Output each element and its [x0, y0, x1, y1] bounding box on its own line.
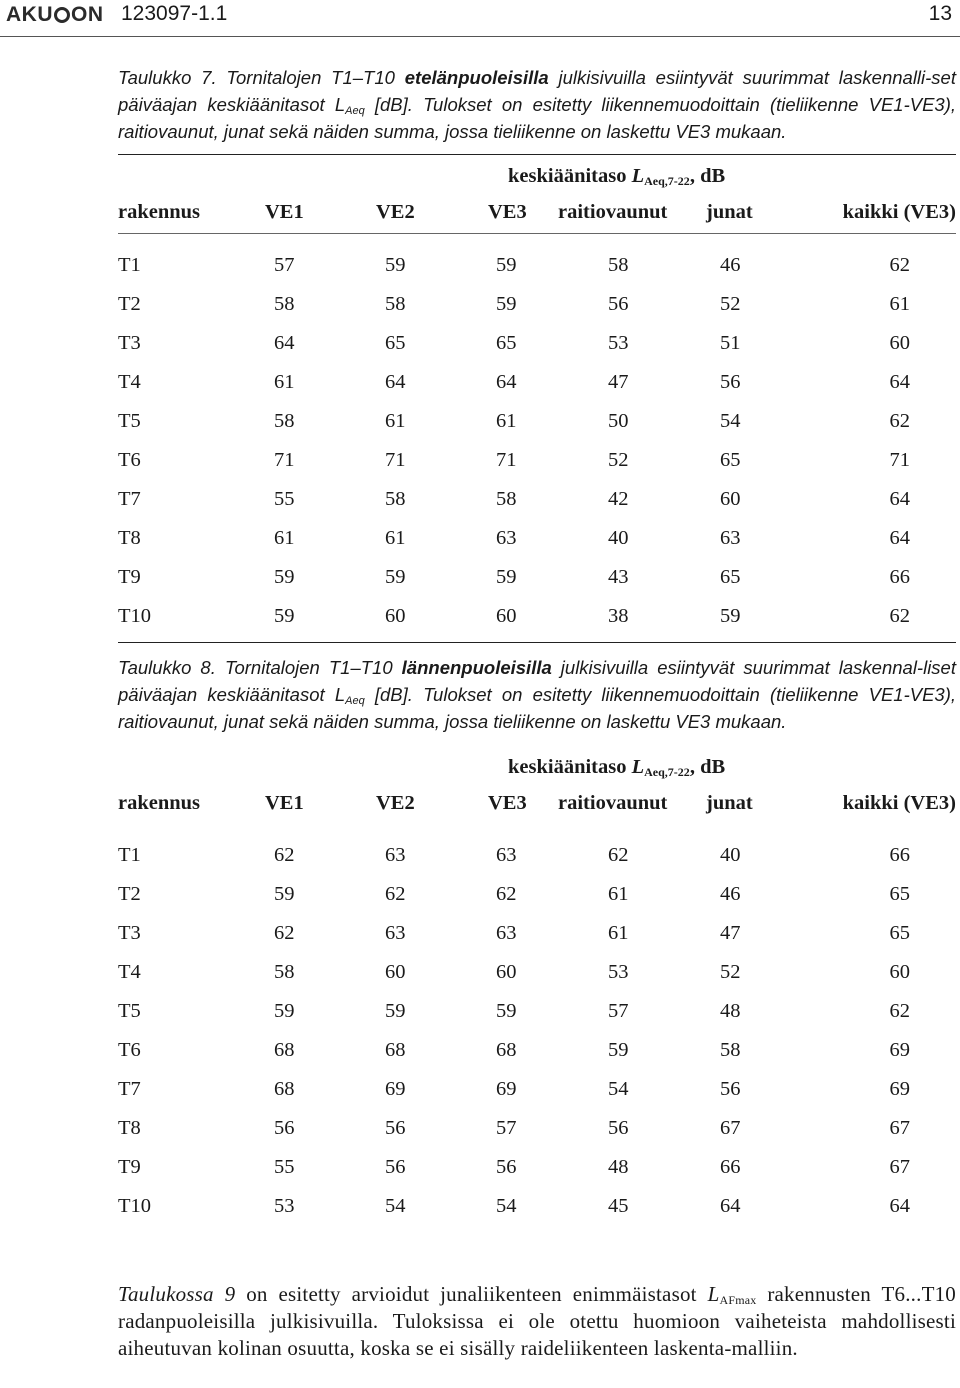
- value-cell: 57: [608, 1000, 629, 1022]
- value-cell: 57: [496, 1117, 517, 1139]
- value-cell: 60: [496, 605, 517, 627]
- value-cell: 53: [608, 332, 629, 354]
- value-cell: 62: [274, 844, 295, 866]
- column-header: junat: [706, 792, 753, 814]
- value-cell: 42: [608, 488, 629, 510]
- table-row: [118, 1031, 956, 1070]
- value-cell: 62: [496, 883, 517, 905]
- column-header: VE2: [376, 792, 415, 814]
- value-cell: 64: [889, 488, 910, 510]
- value-cell: 56: [720, 371, 741, 393]
- building-cell: T2: [118, 293, 141, 315]
- column-header: rakennus: [118, 201, 201, 223]
- closing-paragraph: [118, 1281, 956, 1362]
- table-row: [118, 1070, 956, 1109]
- value-cell: 58: [496, 488, 517, 510]
- value-cell: 68: [274, 1078, 295, 1100]
- value-cell: 58: [274, 410, 295, 432]
- value-cell: 59: [274, 1000, 295, 1022]
- value-cell: 64: [720, 1195, 741, 1217]
- value-cell: 63: [496, 844, 517, 866]
- column-header: raitiovaunut: [558, 792, 668, 814]
- building-cell: T4: [118, 961, 141, 983]
- value-cell: 60: [720, 488, 741, 510]
- value-cell: 59: [608, 1039, 629, 1061]
- table-row: [118, 1109, 956, 1148]
- value-cell: 68: [496, 1039, 517, 1061]
- value-cell: 54: [720, 410, 741, 432]
- table-body: [118, 824, 956, 1232]
- column-header: VE1: [265, 201, 304, 223]
- page-header: [0, 0, 960, 37]
- value-cell: 54: [385, 1195, 406, 1217]
- value-cell: 71: [385, 449, 406, 471]
- group-symbol: L: [631, 756, 645, 778]
- value-cell: 47: [720, 922, 741, 944]
- table-row: [118, 246, 956, 285]
- table-row: [118, 285, 956, 324]
- value-cell: 56: [608, 293, 629, 315]
- caption-text: Taulukko 8. Tornitalojen T1–T10: [118, 657, 402, 678]
- building-cell: T7: [118, 1078, 141, 1100]
- caption-text: julkisivuilla esiintyvät suurimmat laskennal-liset päiväajan keskiäänitasot L: [118, 657, 956, 705]
- value-cell: 55: [274, 1156, 295, 1178]
- table-group-header: [118, 746, 956, 788]
- column-header: VE1: [265, 792, 304, 814]
- caption-subscript: Aeq: [345, 105, 365, 117]
- value-cell: 58: [720, 1039, 741, 1061]
- table8-caption: [118, 654, 956, 735]
- building-cell: T2: [118, 883, 141, 905]
- table-row: [118, 402, 956, 441]
- caption-subscript: Aeq: [345, 695, 365, 707]
- building-cell: T1: [118, 254, 141, 276]
- level-symbol: L: [707, 1282, 720, 1306]
- building-cell: T5: [118, 1000, 141, 1022]
- building-cell: T6: [118, 449, 141, 471]
- group-subscript: Aeq,7-22: [644, 174, 690, 188]
- value-cell: 59: [274, 566, 295, 588]
- column-header: raitiovaunut: [558, 201, 668, 223]
- value-cell: 60: [496, 961, 517, 983]
- building-cell: T10: [118, 1195, 152, 1217]
- value-cell: 67: [889, 1117, 910, 1139]
- value-cell: 65: [385, 332, 406, 354]
- value-cell: 58: [274, 961, 295, 983]
- value-cell: 58: [385, 488, 406, 510]
- value-cell: 59: [274, 605, 295, 627]
- value-cell: 61: [608, 922, 629, 944]
- table-row: [118, 914, 956, 953]
- building-cell: T5: [118, 410, 141, 432]
- value-cell: 60: [385, 961, 406, 983]
- value-cell: 59: [496, 566, 517, 588]
- value-cell: 56: [274, 1117, 295, 1139]
- value-cell: 66: [889, 844, 910, 866]
- value-cell: 60: [385, 605, 406, 627]
- building-cell: T8: [118, 527, 141, 549]
- value-cell: 59: [496, 1000, 517, 1022]
- table8: [118, 746, 956, 1232]
- group-label: keskiäänitaso: [508, 165, 632, 187]
- value-cell: 64: [889, 527, 910, 549]
- value-cell: 67: [889, 1156, 910, 1178]
- value-cell: 59: [720, 605, 741, 627]
- value-cell: 62: [889, 410, 910, 432]
- value-cell: 65: [720, 449, 741, 471]
- group-unit: , dB: [689, 165, 726, 187]
- value-cell: 69: [889, 1078, 910, 1100]
- value-cell: 62: [274, 922, 295, 944]
- value-cell: 66: [889, 566, 910, 588]
- caption-emphasis: etelänpuoleisilla: [404, 67, 549, 88]
- table-row: [118, 1148, 956, 1187]
- table-body: [118, 234, 956, 642]
- value-cell: 52: [720, 293, 741, 315]
- value-cell: 62: [385, 883, 406, 905]
- value-cell: 69: [385, 1078, 406, 1100]
- value-cell: 56: [385, 1156, 406, 1178]
- value-cell: 59: [385, 566, 406, 588]
- value-cell: 71: [496, 449, 517, 471]
- value-cell: 71: [889, 449, 910, 471]
- paragraph-text: rakennusten T6...T10 radanpuoleisilla julkisivuilla. Tuloksissa ei ole otettu huomioon vaiheteista mahdollisesti aiheutuvan kolinan osuutta, koska se ei sisälly raideliikenteen laskenta-malliin.: [118, 1282, 956, 1360]
- value-cell: 58: [385, 293, 406, 315]
- column-header: VE3: [488, 201, 527, 223]
- value-cell: 59: [274, 883, 295, 905]
- column-header: rakennus: [118, 792, 201, 814]
- value-cell: 48: [608, 1156, 629, 1178]
- value-cell: 61: [385, 527, 406, 549]
- value-cell: 55: [274, 488, 295, 510]
- building-cell: T9: [118, 566, 141, 588]
- column-header: kaikki (VE3): [842, 201, 956, 223]
- caption-text: [dB]. Tulokset on esitetty liikennemuodoittain (tieliikenne VE1-VE3), raitiovaunut, junat sekä näiden summa, jossa tieliikenne on laskettu VE3 mukaan.: [118, 94, 956, 142]
- table-bottom-rule: [118, 642, 956, 643]
- value-cell: 63: [385, 922, 406, 944]
- value-cell: 59: [385, 254, 406, 276]
- table-row: [118, 836, 956, 875]
- value-cell: 69: [496, 1078, 517, 1100]
- value-cell: 58: [274, 293, 295, 315]
- value-cell: 66: [720, 1156, 741, 1178]
- value-cell: 38: [608, 605, 629, 627]
- value-cell: 69: [889, 1039, 910, 1061]
- table-row: [118, 992, 956, 1031]
- value-cell: 54: [496, 1195, 517, 1217]
- value-cell: 65: [889, 922, 910, 944]
- level-subscript: AFmax: [719, 1293, 757, 1307]
- value-cell: 51: [720, 332, 741, 354]
- value-cell: 65: [496, 332, 517, 354]
- value-cell: 53: [274, 1195, 295, 1217]
- value-cell: 59: [385, 1000, 406, 1022]
- value-cell: 53: [608, 961, 629, 983]
- table-row: [118, 324, 956, 363]
- group-symbol: L: [631, 165, 645, 187]
- value-cell: 61: [608, 883, 629, 905]
- table-row: [118, 875, 956, 914]
- value-cell: 59: [496, 293, 517, 315]
- column-header: kaikki (VE3): [842, 792, 956, 814]
- value-cell: 64: [889, 371, 910, 393]
- value-cell: 64: [889, 1195, 910, 1217]
- value-cell: 48: [720, 1000, 741, 1022]
- value-cell: 59: [496, 254, 517, 276]
- value-cell: 43: [608, 566, 629, 588]
- value-cell: 61: [385, 410, 406, 432]
- value-cell: 63: [385, 844, 406, 866]
- value-cell: 62: [889, 254, 910, 276]
- value-cell: 56: [608, 1117, 629, 1139]
- building-cell: T9: [118, 1156, 141, 1178]
- value-cell: 65: [720, 566, 741, 588]
- value-cell: 56: [720, 1078, 741, 1100]
- value-cell: 61: [496, 410, 517, 432]
- value-cell: 65: [889, 883, 910, 905]
- value-cell: 64: [385, 371, 406, 393]
- building-cell: T8: [118, 1117, 141, 1139]
- paragraph-text: on esitetty arvioidut junaliikenteen enimmäistasot: [235, 1282, 708, 1306]
- table-group-header: [118, 155, 956, 197]
- building-cell: T3: [118, 922, 141, 944]
- table-row: [118, 363, 956, 402]
- value-cell: 60: [889, 961, 910, 983]
- group-subscript: Aeq,7-22: [644, 765, 690, 779]
- caption-emphasis: lännenpuoleisilla: [401, 657, 552, 678]
- table7: [118, 154, 956, 643]
- table-reference: Taulukossa 9: [118, 1282, 236, 1306]
- value-cell: 62: [889, 605, 910, 627]
- value-cell: 64: [496, 371, 517, 393]
- table-row: [118, 1187, 956, 1226]
- value-cell: 68: [274, 1039, 295, 1061]
- value-cell: 67: [720, 1117, 741, 1139]
- value-cell: 50: [608, 410, 629, 432]
- column-header: VE2: [376, 201, 415, 223]
- value-cell: 61: [274, 527, 295, 549]
- value-cell: 40: [608, 527, 629, 549]
- value-cell: 68: [385, 1039, 406, 1061]
- value-cell: 52: [720, 961, 741, 983]
- column-header: VE3: [488, 792, 527, 814]
- value-cell: 56: [385, 1117, 406, 1139]
- value-cell: 58: [608, 254, 629, 276]
- value-cell: 46: [720, 254, 741, 276]
- table-row: [118, 441, 956, 480]
- column-header: junat: [706, 201, 753, 223]
- group-unit: , dB: [689, 756, 726, 778]
- building-cell: T3: [118, 332, 141, 354]
- company-logo: AKU ON: [6, 3, 104, 26]
- value-cell: 40: [720, 844, 741, 866]
- value-cell: 54: [608, 1078, 629, 1100]
- caption-text: julkisivuilla esiintyvät suurimmat laskennalli-set päiväajan keskiäänitasot L: [118, 67, 956, 115]
- value-cell: 62: [608, 844, 629, 866]
- page-number: 13: [928, 2, 952, 25]
- value-cell: 47: [608, 371, 629, 393]
- caption-text: Taulukko 7. Tornitalojen T1–T10: [118, 67, 405, 88]
- value-cell: 57: [274, 254, 295, 276]
- value-cell: 63: [496, 922, 517, 944]
- table-header-row: [118, 197, 956, 233]
- value-cell: 63: [496, 527, 517, 549]
- value-cell: 60: [889, 332, 910, 354]
- table-row: [118, 519, 956, 558]
- value-cell: 56: [496, 1156, 517, 1178]
- table-header-row: [118, 788, 956, 824]
- group-label: keskiäänitaso: [508, 756, 632, 778]
- table-row: [118, 558, 956, 597]
- building-cell: T4: [118, 371, 141, 393]
- table7-caption: [118, 64, 956, 145]
- building-cell: T1: [118, 844, 141, 866]
- table-row: [118, 597, 956, 636]
- value-cell: 45: [608, 1195, 629, 1217]
- table-row: [118, 480, 956, 519]
- value-cell: 62: [889, 1000, 910, 1022]
- caption-text: [dB]. Tulokset on esitetty liikennemuodoittain (tieliikenne VE1-VE3), raitiovaunut, junat sekä näiden summa, jossa tieliikenne on laskettu VE3 mukaan.: [118, 684, 956, 732]
- value-cell: 61: [274, 371, 295, 393]
- value-cell: 46: [720, 883, 741, 905]
- value-cell: 61: [889, 293, 910, 315]
- building-cell: T7: [118, 488, 141, 510]
- value-cell: 63: [720, 527, 741, 549]
- value-cell: 52: [608, 449, 629, 471]
- building-cell: T6: [118, 1039, 141, 1061]
- value-cell: 71: [274, 449, 295, 471]
- document-number: 123097-1.1: [121, 2, 228, 25]
- value-cell: 64: [274, 332, 295, 354]
- table-row: [118, 953, 956, 992]
- building-cell: T10: [118, 605, 152, 627]
